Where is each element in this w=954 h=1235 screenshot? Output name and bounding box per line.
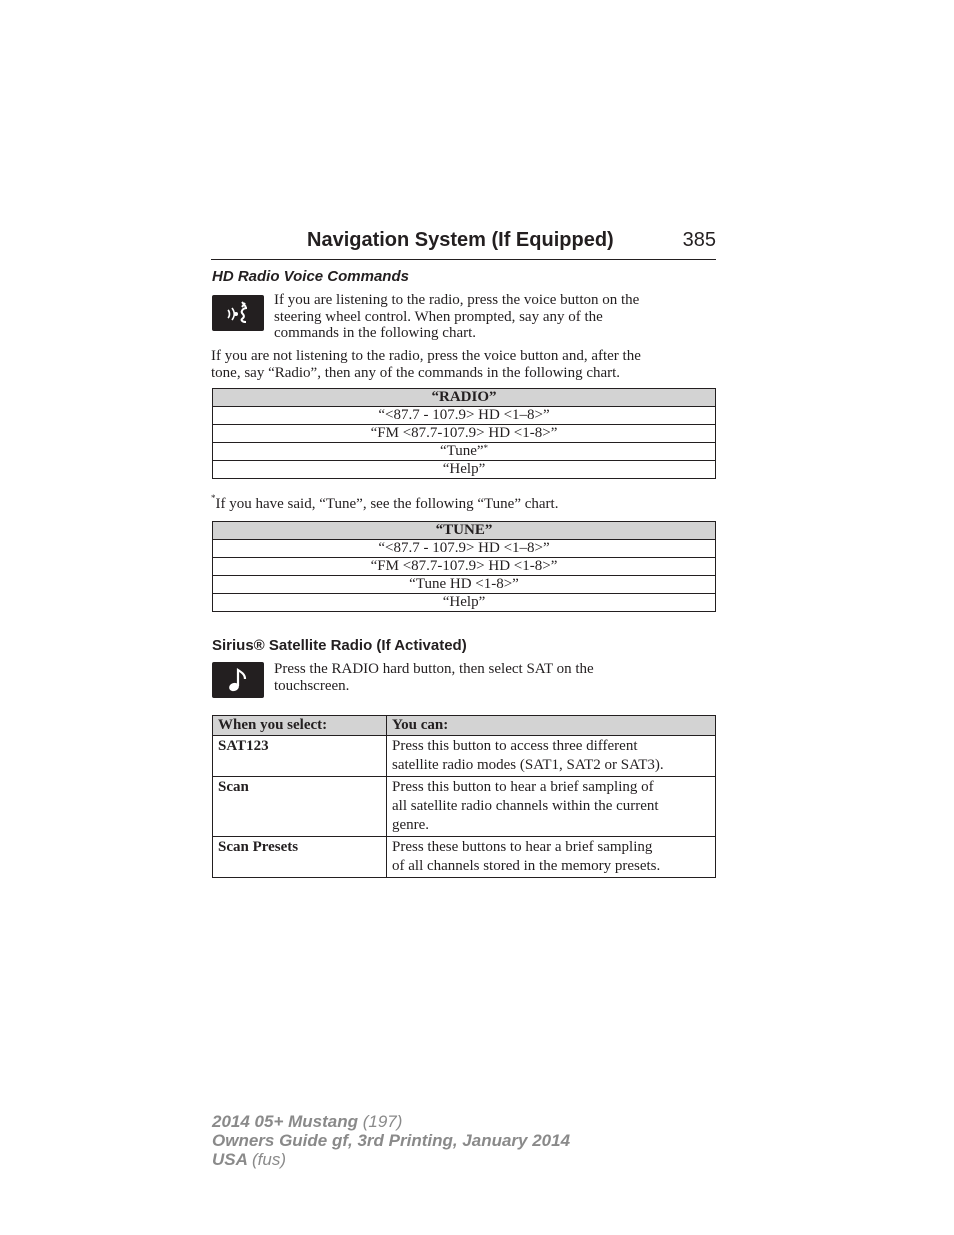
- music-note-icon: [212, 662, 264, 698]
- footnote-marker: *: [483, 443, 489, 453]
- satellite-functions-table: [212, 715, 716, 878]
- intro-line: steering wheel control. When prompted, say any of the: [274, 308, 603, 325]
- tune-command: “Tune”: [439, 443, 484, 459]
- intro-line: commands in the following chart.: [274, 325, 477, 341]
- page-header: [211, 229, 716, 260]
- radio-chart-row: “FM <87.7-107.9> HD <1-8>”: [213, 425, 716, 443]
- tune-chart-row: “<87.7 - 107.9> HD <1–8>”: [213, 540, 716, 558]
- hd-radio-intro: [274, 292, 639, 342]
- can-cell: [387, 837, 716, 878]
- tune-footnote: [211, 493, 559, 513]
- footer-market: USA: [212, 1150, 248, 1169]
- radio-command-chart: [212, 388, 716, 479]
- intro-line: If you are listening to the radio, press the voice button on the: [274, 292, 640, 308]
- sirius-intro: [274, 661, 594, 694]
- footer-model-code: (197): [362, 1112, 403, 1131]
- cell-line: of all channels stored in the memory presets.: [392, 858, 661, 874]
- column-header-select: When you select:: [213, 716, 387, 736]
- tune-chart-row: “Help”: [213, 594, 716, 612]
- sirius-section-title: Sirius® Satellite Radio (If Activated): [212, 637, 467, 654]
- tune-chart-row: “Tune HD <1-8>”: [213, 576, 716, 594]
- page-number: 385: [682, 229, 716, 251]
- intro-line: Press the RADIO hard button, then select SAT on the: [274, 661, 594, 677]
- footer-line-2: Owners Guide gf, 3rd Printing, January 2014: [212, 1131, 571, 1150]
- select-cell: Scan Presets: [213, 837, 387, 878]
- table-row: [213, 736, 716, 777]
- cell-line: genre.: [392, 817, 430, 833]
- footer-market-code: (fus): [252, 1150, 286, 1169]
- table-row: [213, 777, 716, 837]
- cell-line: Press these buttons to hear a brief sampling: [392, 839, 653, 855]
- footer-line-1: [212, 1112, 570, 1131]
- radio-chart-row: “Help”: [213, 461, 716, 479]
- intro-line: touchscreen.: [274, 677, 350, 694]
- cell-line: Press this button to hear a brief sampling of: [392, 779, 654, 795]
- select-cell: SAT123: [213, 736, 387, 777]
- column-header-can: You can:: [387, 716, 716, 736]
- footnote-text: If you have said, “Tune”, see the following “Tune” chart.: [215, 496, 559, 512]
- voice-command-icon: [212, 295, 264, 331]
- tune-command-chart: [212, 521, 716, 612]
- can-cell: [387, 777, 716, 837]
- tune-chart-header: “TUNE”: [213, 522, 716, 540]
- cell-line: Press this button to access three different: [392, 738, 638, 754]
- can-cell: [387, 736, 716, 777]
- radio-chart-header: “RADIO”: [213, 389, 716, 407]
- footer-model: 2014 05+ Mustang: [212, 1112, 358, 1131]
- footer-line-3: [212, 1150, 570, 1169]
- select-cell: Scan: [213, 777, 387, 837]
- document-footer: [212, 1112, 570, 1169]
- table-row: [213, 837, 716, 878]
- footnote-marker: *: [211, 493, 216, 503]
- page-title: Navigation System (If Equipped): [307, 229, 614, 251]
- radio-chart-row: “<87.7 - 107.9> HD <1–8>”: [213, 407, 716, 425]
- cell-line: satellite radio modes (SAT1, SAT2 or SAT3).: [392, 757, 664, 773]
- tune-chart-row: “FM <87.7-107.9> HD <1-8>”: [213, 558, 716, 576]
- paragraph-line: tone, say “Radio”, then any of the commands in the following chart.: [211, 364, 621, 381]
- hd-radio-section-title: HD Radio Voice Commands: [212, 268, 409, 285]
- hd-radio-paragraph: [211, 348, 641, 381]
- radio-chart-row: [213, 443, 716, 461]
- cell-line: all satellite radio channels within the current: [392, 798, 659, 814]
- paragraph-line: If you are not listening to the radio, press the voice button and, after the: [211, 348, 641, 364]
